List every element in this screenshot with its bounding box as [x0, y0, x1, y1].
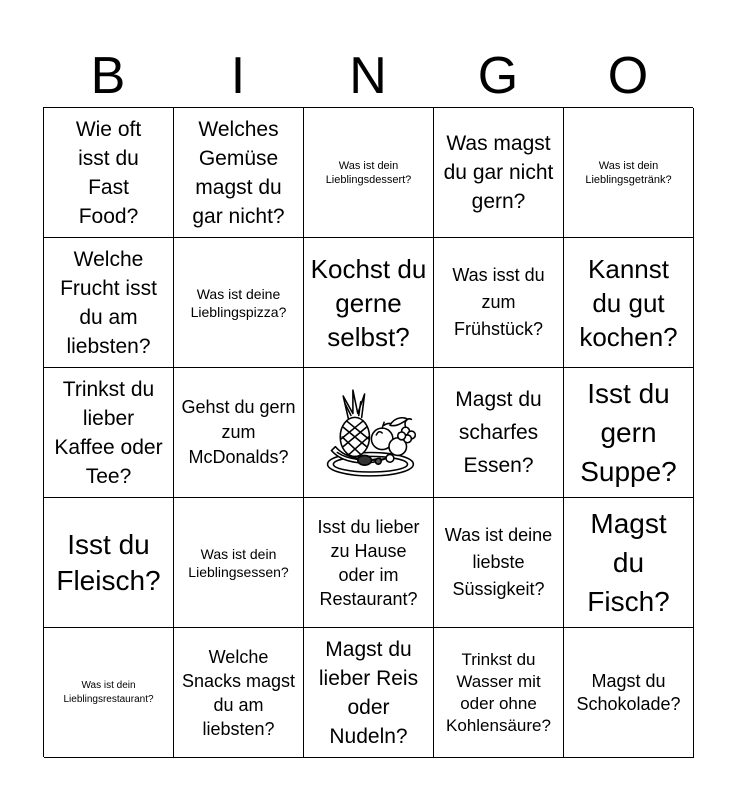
- bingo-cell[interactable]: [564, 368, 694, 498]
- cell-text: Was ist dein Lieblingsgetränk?: [585, 159, 672, 186]
- bingo-cell[interactable]: [564, 238, 694, 368]
- bingo-cell[interactable]: [434, 108, 564, 238]
- cell-text: Magst du lieber Reis oder Nudeln?: [318, 637, 419, 748]
- cell-text: Isst du gern Suppe?: [580, 378, 677, 487]
- bingo-cell[interactable]: [174, 108, 304, 238]
- bingo-cell[interactable]: [434, 368, 564, 498]
- bingo-cell[interactable]: [44, 108, 174, 238]
- bingo-cell[interactable]: [44, 368, 174, 498]
- cell-text: Magst du Schokolade?: [576, 670, 681, 714]
- bingo-grid: [43, 107, 693, 757]
- cell-text: Trinkst du Wasser mit oder ohne Kohlensäure?: [446, 649, 551, 735]
- cell-text: Kochst du gerne selbst?: [310, 253, 427, 352]
- bingo-cell[interactable]: [174, 238, 304, 368]
- bingo-cell[interactable]: [44, 238, 174, 368]
- bingo-cell[interactable]: [174, 368, 304, 498]
- cell-text: Kannst du gut kochen?: [579, 253, 678, 352]
- bingo-cell[interactable]: [564, 628, 694, 758]
- cell-text: Gehst du gern zum McDonalds?: [181, 397, 296, 467]
- cell-text: Welches Gemüse magst du gar nicht?: [192, 117, 285, 228]
- cell-text: Welche Snacks magst du am liebsten?: [181, 646, 296, 739]
- bingo-cell[interactable]: [434, 628, 564, 758]
- fruit-basket-icon: [310, 374, 427, 492]
- cell-text: Was ist deine Lieblingspizza?: [190, 285, 287, 320]
- cell-text: Was magst du gar nicht gern?: [443, 132, 554, 213]
- bingo-cell[interactable]: [174, 628, 304, 758]
- bingo-cell[interactable]: [304, 628, 434, 758]
- bingo-cell[interactable]: [304, 238, 434, 368]
- cell-text: Magst du Fisch?: [587, 508, 670, 617]
- bingo-cell[interactable]: [304, 108, 434, 238]
- bingo-cell[interactable]: [174, 498, 304, 628]
- cell-text: Magst du scharfes Essen?: [455, 388, 542, 477]
- bingo-header: [43, 45, 693, 107]
- cell-text: Isst du lieber zu Hause oder im Restaurant?: [317, 516, 420, 609]
- cell-text: Was ist dein Lieblingsessen?: [188, 545, 289, 580]
- bingo-cell[interactable]: [304, 498, 434, 628]
- bingo-cell[interactable]: [44, 628, 174, 758]
- header-letter-b: B: [90, 47, 126, 105]
- cell-text: Was isst du zum Frühstück?: [452, 265, 545, 339]
- cell-text: Was ist dein Lieblingsrestaurant?: [63, 679, 154, 705]
- bingo-cell[interactable]: [564, 498, 694, 628]
- header-letter-o: O: [607, 47, 649, 105]
- header-letter-g: G: [477, 47, 519, 105]
- cell-text: Wie oft isst du Fast Food?: [75, 117, 142, 228]
- header-letter-i: I: [230, 47, 246, 105]
- bingo-cell[interactable]: [434, 238, 564, 368]
- header-letter-n: N: [349, 47, 387, 105]
- bingo-cell[interactable]: [44, 498, 174, 628]
- bingo-cell[interactable]: [564, 108, 694, 238]
- cell-text: Isst du Fleisch?: [56, 528, 161, 596]
- cell-text: Welche Frucht isst du am liebsten?: [60, 247, 157, 358]
- bingo-cell[interactable]: [434, 498, 564, 628]
- cell-text: Trinkst du lieber Kaffee oder Tee?: [54, 377, 163, 488]
- cell-text: Was ist dein Lieblingsdessert?: [325, 159, 412, 186]
- cell-text: Was ist deine liebste Süssigkeit?: [444, 525, 553, 599]
- free-space-cell[interactable]: [304, 368, 434, 498]
